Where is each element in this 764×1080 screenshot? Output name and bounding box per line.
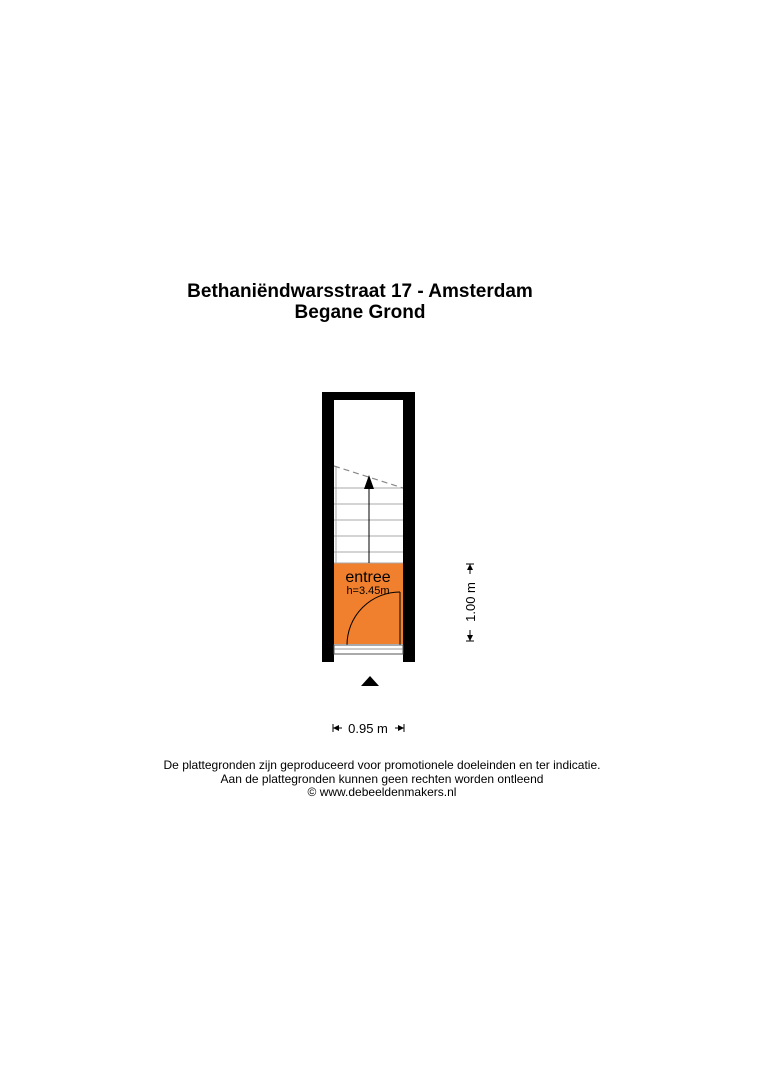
room-entree-label: entree [345, 569, 391, 586]
copyright-line: © www.debeeldenmakers.nl [307, 785, 457, 799]
room-entree-height: h=3.45m [346, 585, 390, 597]
stair-arrow-icon [364, 475, 374, 489]
disclaimer-line-2: Aan de plattegronden kunnen geen rechten worden ontleend [220, 772, 544, 786]
dimension-depth [463, 564, 478, 641]
plan-title-floor: Begane Grond [294, 302, 426, 323]
wall-right [403, 392, 415, 662]
plan-title-address: Bethaniëndwarsstraat 17 - Amsterdam [187, 281, 533, 302]
dimension-width [333, 721, 404, 736]
wall-left [322, 392, 334, 662]
entrance-arrow-icon [361, 676, 379, 686]
disclaimer-line-1: De plattegronden zijn geproduceerd voor promotionele doeleinden en ter indicatie. [163, 758, 601, 772]
dimension-width-label: 0.95 m [348, 721, 388, 736]
wall-top [322, 392, 415, 400]
dimension-depth-label: 1.00 m [463, 582, 478, 622]
wall-left-bottom-cap [322, 654, 334, 662]
